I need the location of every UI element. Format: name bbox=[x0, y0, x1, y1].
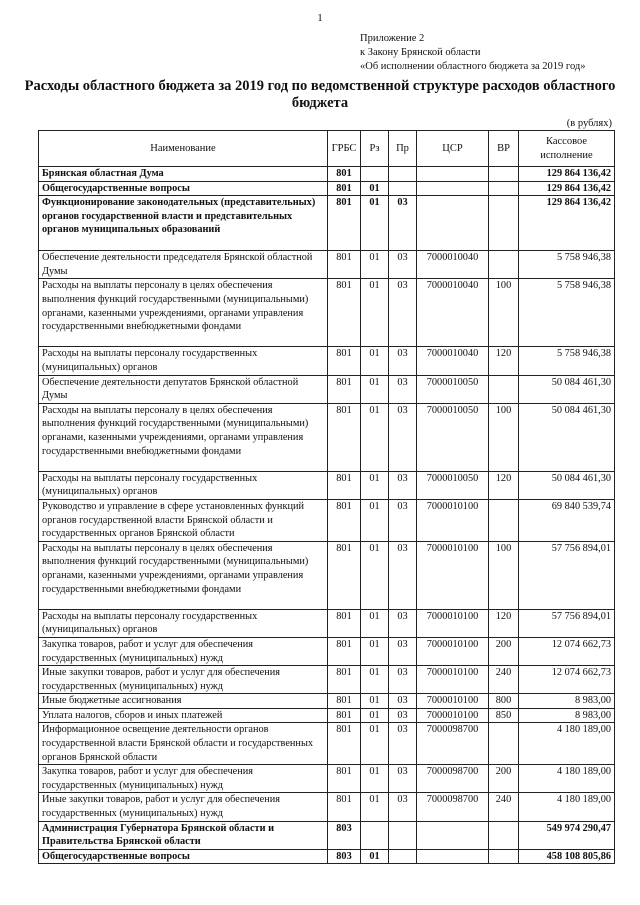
cell-grbs: 801 bbox=[328, 167, 361, 182]
cell-amount: 50 084 461,30 bbox=[519, 403, 615, 471]
cell-csr: 7000010050 bbox=[417, 471, 489, 499]
cell-amount: 57 756 894,01 bbox=[519, 541, 615, 609]
cell-grbs: 801 bbox=[328, 765, 361, 793]
cell-name: Расходы на выплаты персоналу государственных (муниципальных) органов bbox=[39, 471, 328, 499]
cell-csr: 7000010100 bbox=[417, 637, 489, 665]
table-row bbox=[39, 375, 615, 403]
cell-name: Расходы на выплаты персоналу в целях обеспечения выполнения функций государственными (муниципальными) органами, казенными учреждениями, органами управления государственными внебюджетными фондами bbox=[39, 403, 328, 471]
cell-amount: 5 758 946,38 bbox=[519, 347, 615, 375]
cell-amount: 8 983,00 bbox=[519, 694, 615, 709]
cell-grbs: 801 bbox=[328, 541, 361, 609]
table-header-row bbox=[39, 131, 615, 167]
cell-rz: 01 bbox=[361, 499, 389, 541]
units-note: (в рублях) bbox=[566, 118, 612, 129]
table-row bbox=[39, 167, 615, 182]
cell-pr: 03 bbox=[389, 499, 417, 541]
cell-pr: 03 bbox=[389, 723, 417, 765]
cell-grbs: 801 bbox=[328, 499, 361, 541]
cell-amount: 12 074 662,73 bbox=[519, 666, 615, 694]
cell-rz: 01 bbox=[361, 403, 389, 471]
cell-rz: 01 bbox=[361, 708, 389, 723]
cell-name: Расходы на выплаты персоналу в целях обеспечения выполнения функций государственными (муниципальными) органами, казенными учреждениями, органами управления государственными внебюджетными фондами bbox=[39, 541, 328, 609]
cell-rz: 01 bbox=[361, 793, 389, 821]
cell-name: Закупка товаров, работ и услуг для обеспечения государственных (муниципальных) нужд bbox=[39, 637, 328, 665]
table-row bbox=[39, 821, 615, 849]
cell-vr: 200 bbox=[489, 637, 519, 665]
cell-amount: 129 864 136,42 bbox=[519, 196, 615, 251]
cell-name: Расходы на выплаты персоналу в целях обеспечения выполнения функций государственными (муниципальными) органами, казенными учреждениями, органами управления государственными внебюджетными фондами bbox=[39, 279, 328, 347]
budget-table bbox=[38, 130, 615, 864]
table-row bbox=[39, 849, 615, 864]
cell-csr: 7000010100 bbox=[417, 708, 489, 723]
cell-vr bbox=[489, 251, 519, 279]
cell-rz: 01 bbox=[361, 666, 389, 694]
cell-csr bbox=[417, 821, 489, 849]
cell-amount: 4 180 189,00 bbox=[519, 765, 615, 793]
cell-vr: 800 bbox=[489, 694, 519, 709]
appendix-line-2: к Закону Брянской области bbox=[360, 47, 481, 58]
col-header-name: Наименование bbox=[39, 131, 328, 167]
cell-csr bbox=[417, 181, 489, 196]
cell-pr: 03 bbox=[389, 637, 417, 665]
cell-pr: 03 bbox=[389, 765, 417, 793]
cell-pr: 03 bbox=[389, 666, 417, 694]
appendix-line-3: «Об исполнении областного бюджета за 2019 год» bbox=[360, 61, 586, 72]
cell-pr: 03 bbox=[389, 471, 417, 499]
table-row bbox=[39, 347, 615, 375]
cell-vr: 850 bbox=[489, 708, 519, 723]
col-header-grbs: ГРБС bbox=[328, 131, 361, 167]
cell-csr: 7000010100 bbox=[417, 499, 489, 541]
cell-vr bbox=[489, 821, 519, 849]
cell-rz: 01 bbox=[361, 541, 389, 609]
col-header-amount: Кассовое исполнение bbox=[519, 131, 615, 167]
cell-csr: 7000010040 bbox=[417, 279, 489, 347]
cell-amount: 549 974 290,47 bbox=[519, 821, 615, 849]
cell-rz: 01 bbox=[361, 637, 389, 665]
cell-vr: 120 bbox=[489, 609, 519, 637]
table-row bbox=[39, 251, 615, 279]
cell-vr bbox=[489, 167, 519, 182]
cell-grbs: 801 bbox=[328, 793, 361, 821]
cell-rz: 01 bbox=[361, 723, 389, 765]
table-row bbox=[39, 765, 615, 793]
cell-csr: 7000098700 bbox=[417, 723, 489, 765]
cell-amount: 5 758 946,38 bbox=[519, 279, 615, 347]
cell-pr: 03 bbox=[389, 793, 417, 821]
cell-name: Информационное освещение деятельности органов государственной власти Брянской области и государственных органов Брянской области bbox=[39, 723, 328, 765]
cell-grbs: 801 bbox=[328, 609, 361, 637]
col-header-rz: Рз bbox=[361, 131, 389, 167]
cell-amount: 69 840 539,74 bbox=[519, 499, 615, 541]
cell-grbs: 801 bbox=[328, 471, 361, 499]
cell-grbs: 801 bbox=[328, 666, 361, 694]
cell-csr: 7000010040 bbox=[417, 347, 489, 375]
cell-rz: 01 bbox=[361, 765, 389, 793]
document-title: Расходы областного бюджета за 2019 год по ведомственной структуре расходов областного бюджета bbox=[24, 78, 616, 111]
cell-csr: 7000010050 bbox=[417, 375, 489, 403]
page-number: 1 bbox=[317, 12, 323, 24]
cell-vr: 120 bbox=[489, 471, 519, 499]
cell-name: Иные бюджетные ассигнования bbox=[39, 694, 328, 709]
cell-amount: 57 756 894,01 bbox=[519, 609, 615, 637]
table-row bbox=[39, 637, 615, 665]
cell-grbs: 801 bbox=[328, 375, 361, 403]
cell-vr: 100 bbox=[489, 541, 519, 609]
cell-name: Уплата налогов, сборов и иных платежей bbox=[39, 708, 328, 723]
cell-name: Общегосударственные вопросы bbox=[39, 181, 328, 196]
cell-name: Расходы на выплаты персоналу государственных (муниципальных) органов bbox=[39, 347, 328, 375]
cell-name: Иные закупки товаров, работ и услуг для обеспечения государственных (муниципальных) нужд bbox=[39, 666, 328, 694]
cell-pr: 03 bbox=[389, 375, 417, 403]
cell-rz bbox=[361, 167, 389, 182]
cell-vr: 200 bbox=[489, 765, 519, 793]
cell-grbs: 801 bbox=[328, 196, 361, 251]
table-row bbox=[39, 403, 615, 471]
cell-amount: 129 864 136,42 bbox=[519, 181, 615, 196]
cell-rz: 01 bbox=[361, 279, 389, 347]
cell-pr bbox=[389, 849, 417, 864]
cell-amount: 50 084 461,30 bbox=[519, 471, 615, 499]
table-row bbox=[39, 723, 615, 765]
cell-pr bbox=[389, 821, 417, 849]
table-row bbox=[39, 609, 615, 637]
cell-csr: 7000010040 bbox=[417, 251, 489, 279]
appendix-line-1: Приложение 2 bbox=[360, 33, 425, 44]
cell-vr: 240 bbox=[489, 793, 519, 821]
cell-pr bbox=[389, 181, 417, 196]
cell-csr: 7000010100 bbox=[417, 694, 489, 709]
table-row bbox=[39, 666, 615, 694]
cell-pr bbox=[389, 167, 417, 182]
cell-rz: 01 bbox=[361, 251, 389, 279]
cell-csr: 7000010100 bbox=[417, 541, 489, 609]
table-row bbox=[39, 279, 615, 347]
cell-csr: 7000010100 bbox=[417, 609, 489, 637]
cell-grbs: 801 bbox=[328, 181, 361, 196]
cell-amount: 4 180 189,00 bbox=[519, 723, 615, 765]
cell-grbs: 801 bbox=[328, 347, 361, 375]
cell-pr: 03 bbox=[389, 347, 417, 375]
cell-grbs: 803 bbox=[328, 849, 361, 864]
cell-pr: 03 bbox=[389, 609, 417, 637]
cell-name: Расходы на выплаты персоналу государственных (муниципальных) органов bbox=[39, 609, 328, 637]
col-header-pr: Пр bbox=[389, 131, 417, 167]
cell-pr: 03 bbox=[389, 541, 417, 609]
cell-pr: 03 bbox=[389, 279, 417, 347]
cell-pr: 03 bbox=[389, 196, 417, 251]
table-row bbox=[39, 694, 615, 709]
table-body bbox=[39, 167, 615, 864]
cell-csr: 7000010050 bbox=[417, 403, 489, 471]
col-header-csr: ЦСР bbox=[417, 131, 489, 167]
cell-vr: 100 bbox=[489, 403, 519, 471]
cell-grbs: 801 bbox=[328, 637, 361, 665]
cell-vr bbox=[489, 723, 519, 765]
cell-csr: 7000098700 bbox=[417, 793, 489, 821]
cell-amount: 12 074 662,73 bbox=[519, 637, 615, 665]
cell-vr: 100 bbox=[489, 279, 519, 347]
cell-rz: 01 bbox=[361, 694, 389, 709]
cell-rz bbox=[361, 821, 389, 849]
table-row bbox=[39, 196, 615, 251]
table-row bbox=[39, 541, 615, 609]
cell-csr bbox=[417, 849, 489, 864]
cell-name: Обеспечение деятельности депутатов Брянской областной Думы bbox=[39, 375, 328, 403]
cell-grbs: 801 bbox=[328, 403, 361, 471]
cell-vr bbox=[489, 849, 519, 864]
cell-rz: 01 bbox=[361, 609, 389, 637]
cell-name: Функционирование законодательных (представительных) органов государственной власти и представительных органов муниципальных образований bbox=[39, 196, 328, 251]
table-row bbox=[39, 471, 615, 499]
cell-grbs: 801 bbox=[328, 694, 361, 709]
cell-amount: 4 180 189,00 bbox=[519, 793, 615, 821]
table-row bbox=[39, 181, 615, 196]
cell-name: Общегосударственные вопросы bbox=[39, 849, 328, 864]
cell-vr: 120 bbox=[489, 347, 519, 375]
cell-name: Обеспечение деятельности председателя Брянской областной Думы bbox=[39, 251, 328, 279]
cell-vr bbox=[489, 196, 519, 251]
cell-rz: 01 bbox=[361, 375, 389, 403]
cell-vr bbox=[489, 181, 519, 196]
appendix-header bbox=[360, 32, 586, 74]
cell-csr bbox=[417, 196, 489, 251]
cell-csr bbox=[417, 167, 489, 182]
cell-name: Руководство и управление в сфере установленных функций органов государственной власти Брянской области и государственных органов Брянской области bbox=[39, 499, 328, 541]
cell-amount: 129 864 136,42 bbox=[519, 167, 615, 182]
cell-rz: 01 bbox=[361, 347, 389, 375]
cell-csr: 7000098700 bbox=[417, 765, 489, 793]
cell-name: Закупка товаров, работ и услуг для обеспечения государственных (муниципальных) нужд bbox=[39, 765, 328, 793]
cell-name: Иные закупки товаров, работ и услуг для обеспечения государственных (муниципальных) нужд bbox=[39, 793, 328, 821]
cell-grbs: 801 bbox=[328, 279, 361, 347]
table-row bbox=[39, 499, 615, 541]
cell-grbs: 801 bbox=[328, 723, 361, 765]
cell-grbs: 801 bbox=[328, 251, 361, 279]
cell-rz: 01 bbox=[361, 181, 389, 196]
cell-rz: 01 bbox=[361, 196, 389, 251]
cell-pr: 03 bbox=[389, 708, 417, 723]
cell-amount: 458 108 805,86 bbox=[519, 849, 615, 864]
cell-vr: 240 bbox=[489, 666, 519, 694]
cell-vr bbox=[489, 499, 519, 541]
cell-grbs: 801 bbox=[328, 708, 361, 723]
cell-csr: 7000010100 bbox=[417, 666, 489, 694]
cell-pr: 03 bbox=[389, 251, 417, 279]
cell-pr: 03 bbox=[389, 694, 417, 709]
cell-name: Администрация Губернатора Брянской области и Правительства Брянской области bbox=[39, 821, 328, 849]
cell-amount: 8 983,00 bbox=[519, 708, 615, 723]
table-row bbox=[39, 793, 615, 821]
cell-amount: 50 084 461,30 bbox=[519, 375, 615, 403]
table-row bbox=[39, 708, 615, 723]
cell-name: Брянская областная Дума bbox=[39, 167, 328, 182]
cell-rz: 01 bbox=[361, 471, 389, 499]
cell-vr bbox=[489, 375, 519, 403]
cell-grbs: 803 bbox=[328, 821, 361, 849]
cell-pr: 03 bbox=[389, 403, 417, 471]
cell-rz: 01 bbox=[361, 849, 389, 864]
cell-amount: 5 758 946,38 bbox=[519, 251, 615, 279]
col-header-vr: ВР bbox=[489, 131, 519, 167]
